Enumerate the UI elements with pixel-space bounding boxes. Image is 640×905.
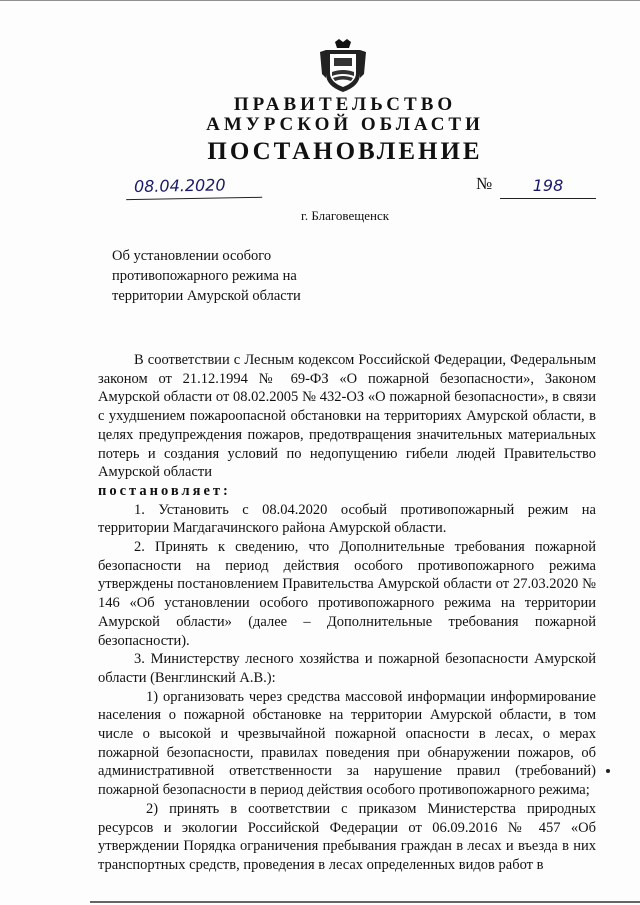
document-type-title: ПОСТАНОВЛЕНИЕ (207, 138, 483, 165)
clause-3: 3. Министерству лесного хозяйства и пожарной безопасности Амурской области (Венглинский А.В.): (98, 651, 596, 686)
government-name-line1: ПРАВИТЕЛЬСТВО (233, 94, 457, 115)
city-name: г. Благовещенск (300, 208, 390, 223)
clause-1: 1. Установить с 08.04.2020 особый противопожарный режим на территории Магдагачинского района Амурской области. (98, 501, 596, 537)
coat-of-arms-icon (318, 38, 368, 94)
clause-3-subitem-2: 2) принять в соответствии с приказом Министерства природных ресурсов и экологии Российской Федерации от 06.09.2016 № 457 «Об утверждении Порядка ограничения пребывания граждан в лесах и въезда в них транспортных средств, проведения в лесах определенных видов работ в (98, 800, 596, 873)
decides-label: постановляет: (98, 482, 231, 499)
clause-3-subitem-1: 1) организовать через средства массовой информации информирование населения о пожарной обстановке на территории Амурской области, в том числе о высокой и чрезвычайной пожарной опасности в лесах, о мерах пожарной безопасности, правилах поведения при обнаружении пожаров, об административной ответственности за нарушение правил (требований) пожарной безопасности в период действия особого противопожарного режима; (98, 688, 596, 799)
document-subject: Об установлении особого противопожарного режима на территории Амурской области (112, 248, 301, 304)
document-number: 198 (500, 176, 596, 199)
document-body (98, 351, 596, 875)
preamble-paragraph: В соответствии с Лесным кодексом Российской Федерации, Федеральным законом от 21.12.1994 № 69-ФЗ «О пожарной безопасности», Законом Амурской области от 08.02.2005 № 432-ОЗ «О пожарной безопасности», в связи с ухудшением пожароопасной обстановки на территориях Амурской области, в целях предупреждения пожаров, предотвращения значительных материальных потерь и создания условий по недопущению гибели людей Правительство Амурской области (98, 352, 596, 481)
number-label: № (476, 174, 493, 193)
government-name-line2: АМУРСКОЙ ОБЛАСТИ (206, 114, 484, 135)
document-date: 08.04.2020 (126, 175, 262, 200)
clause-2: 2. Принять к сведению, что Дополнительные требования пожарной безопасности на период действия особого противопожарного режима утверждены постановлением Правительства Амурской области от 27.03.2020 № 146 «Об установлении особого противопожарного режима на территории Амурской области» (далее – Дополнительные требования пожарной безопасности). (98, 539, 596, 649)
